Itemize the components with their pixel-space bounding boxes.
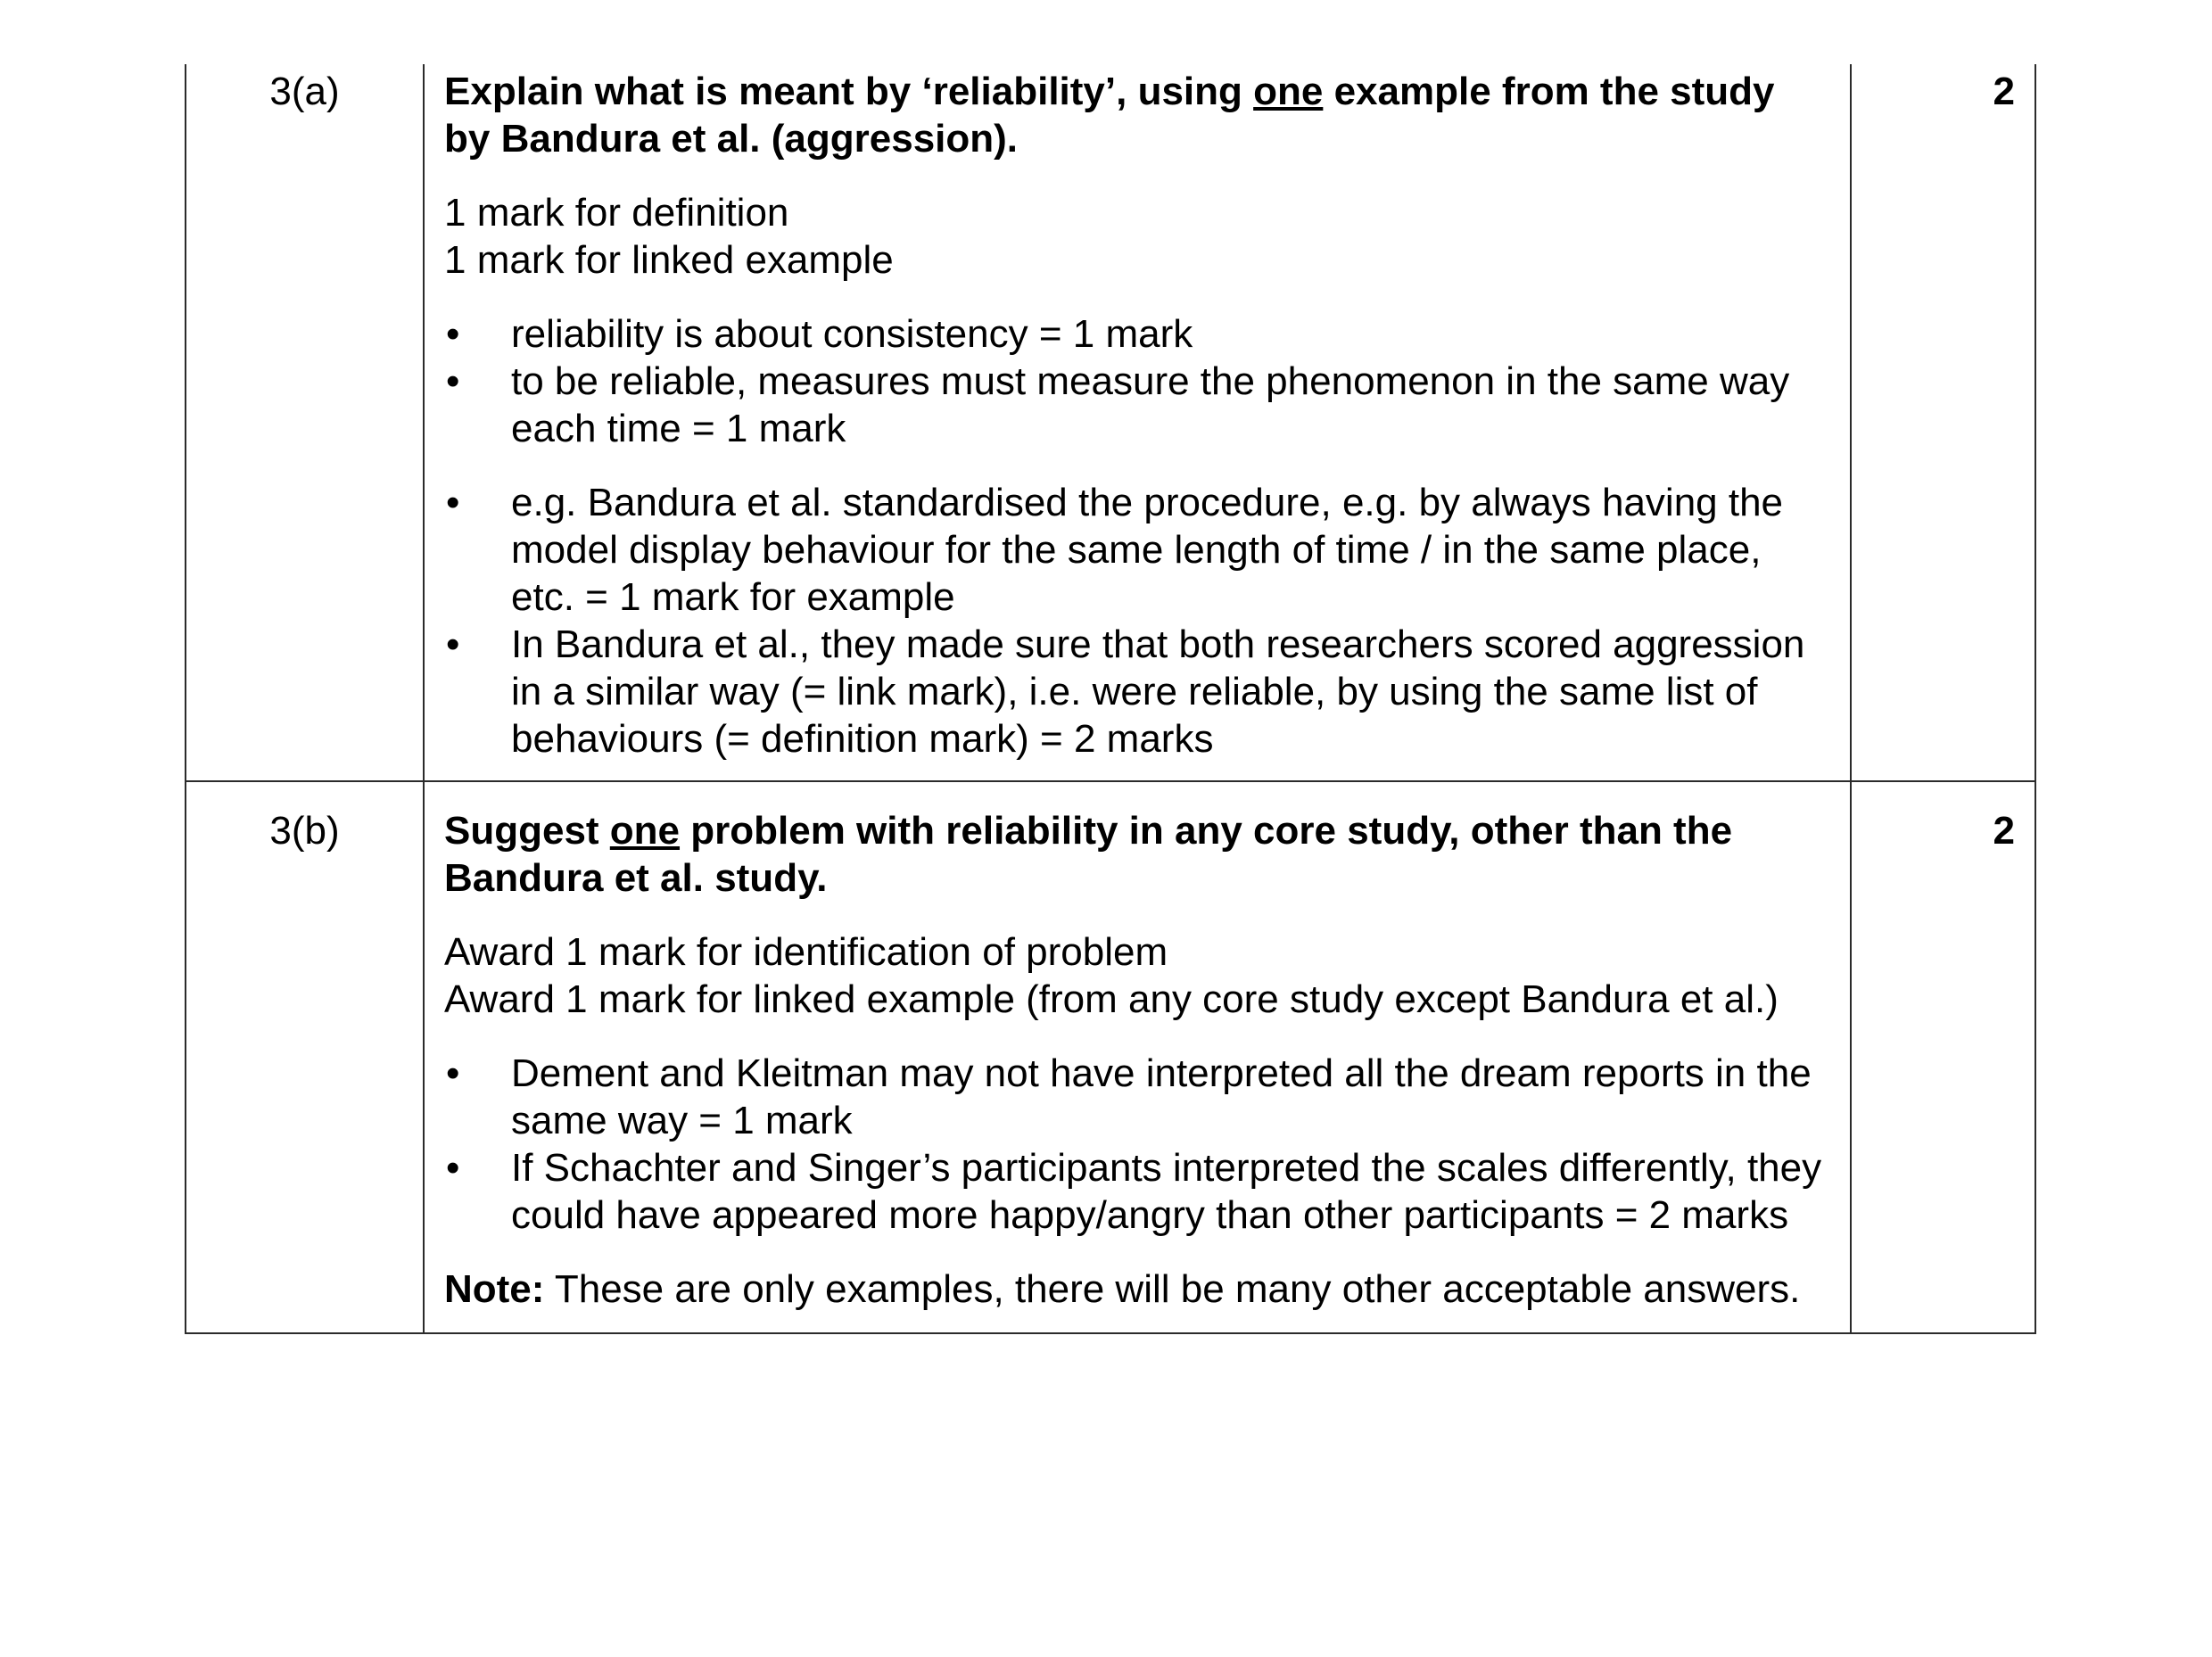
- underlined-word: one: [609, 809, 681, 853]
- mark-scheme-table: [185, 64, 2036, 1334]
- table-row-3b: [186, 781, 2035, 1333]
- list-item: • to be reliable, measures must measure the phenomenon in the same way each time = 1 mark: [446, 359, 1790, 450]
- bullet-list: [444, 1050, 1828, 1239]
- bullet-icon: •: [446, 1146, 460, 1190]
- mark-criterion: Award 1 mark for identification of problem: [444, 930, 1168, 974]
- list-item: • reliability is about consistency = 1 mark: [446, 312, 1193, 356]
- bullet-icon: •: [446, 312, 460, 356]
- bullet-list: [444, 310, 1828, 452]
- note-label: Note:: [444, 1267, 545, 1311]
- list-item: • If Schachter and Singer’s participants interpreted the scales differently, they could have appeared more happy/angry than other participants = 2 marks: [446, 1146, 1822, 1237]
- question-heading: Suggest one problem with reliability in any core study, other than the Bandura et al. study.: [444, 809, 1733, 900]
- marks-value: 2: [1851, 781, 2035, 1333]
- question-number: 3(a): [186, 64, 424, 781]
- bullet-icon: •: [446, 481, 460, 524]
- mark-criterion: 1 mark for linked example: [444, 238, 894, 282]
- list-item: • Dement and Kleitman may not have interpreted all the dream reports in the same way = 1 mark: [446, 1051, 1812, 1142]
- underlined-word: one: [1253, 70, 1324, 113]
- mark-criterion: Award 1 mark for linked example (from any core study except Bandura et al.): [444, 977, 1779, 1021]
- answer-cell: [424, 64, 1851, 781]
- list-item: • In Bandura et al., they made sure that both researchers scored aggression in a similar way (= link mark), i.e. were reliable, by using the same list of behaviours (= definition mark) = 2 marks: [446, 622, 1805, 761]
- bullet-list: [444, 479, 1828, 763]
- mark-criterion: 1 mark for definition: [444, 191, 789, 235]
- note-text: These are only examples, there will be many other acceptable answers.: [544, 1267, 1801, 1311]
- list-item: • e.g. Bandura et al. standardised the procedure, e.g. by always having the model display behaviour for the same length of time / in the same place, etc. = 1 mark for example: [446, 481, 1784, 619]
- note: [444, 1265, 1828, 1313]
- bullet-icon: •: [446, 622, 460, 666]
- table-row-3a: [186, 64, 2035, 781]
- bullet-icon: •: [446, 1051, 460, 1095]
- question-heading: Explain what is meant by ‘reliability’, using one example from the study by Bandura et al. (aggression).: [444, 70, 1775, 161]
- question-number: 3(b): [186, 781, 424, 1333]
- bullet-icon: •: [446, 359, 460, 403]
- answer-cell: [424, 781, 1851, 1333]
- marks-value: 2: [1851, 64, 2035, 781]
